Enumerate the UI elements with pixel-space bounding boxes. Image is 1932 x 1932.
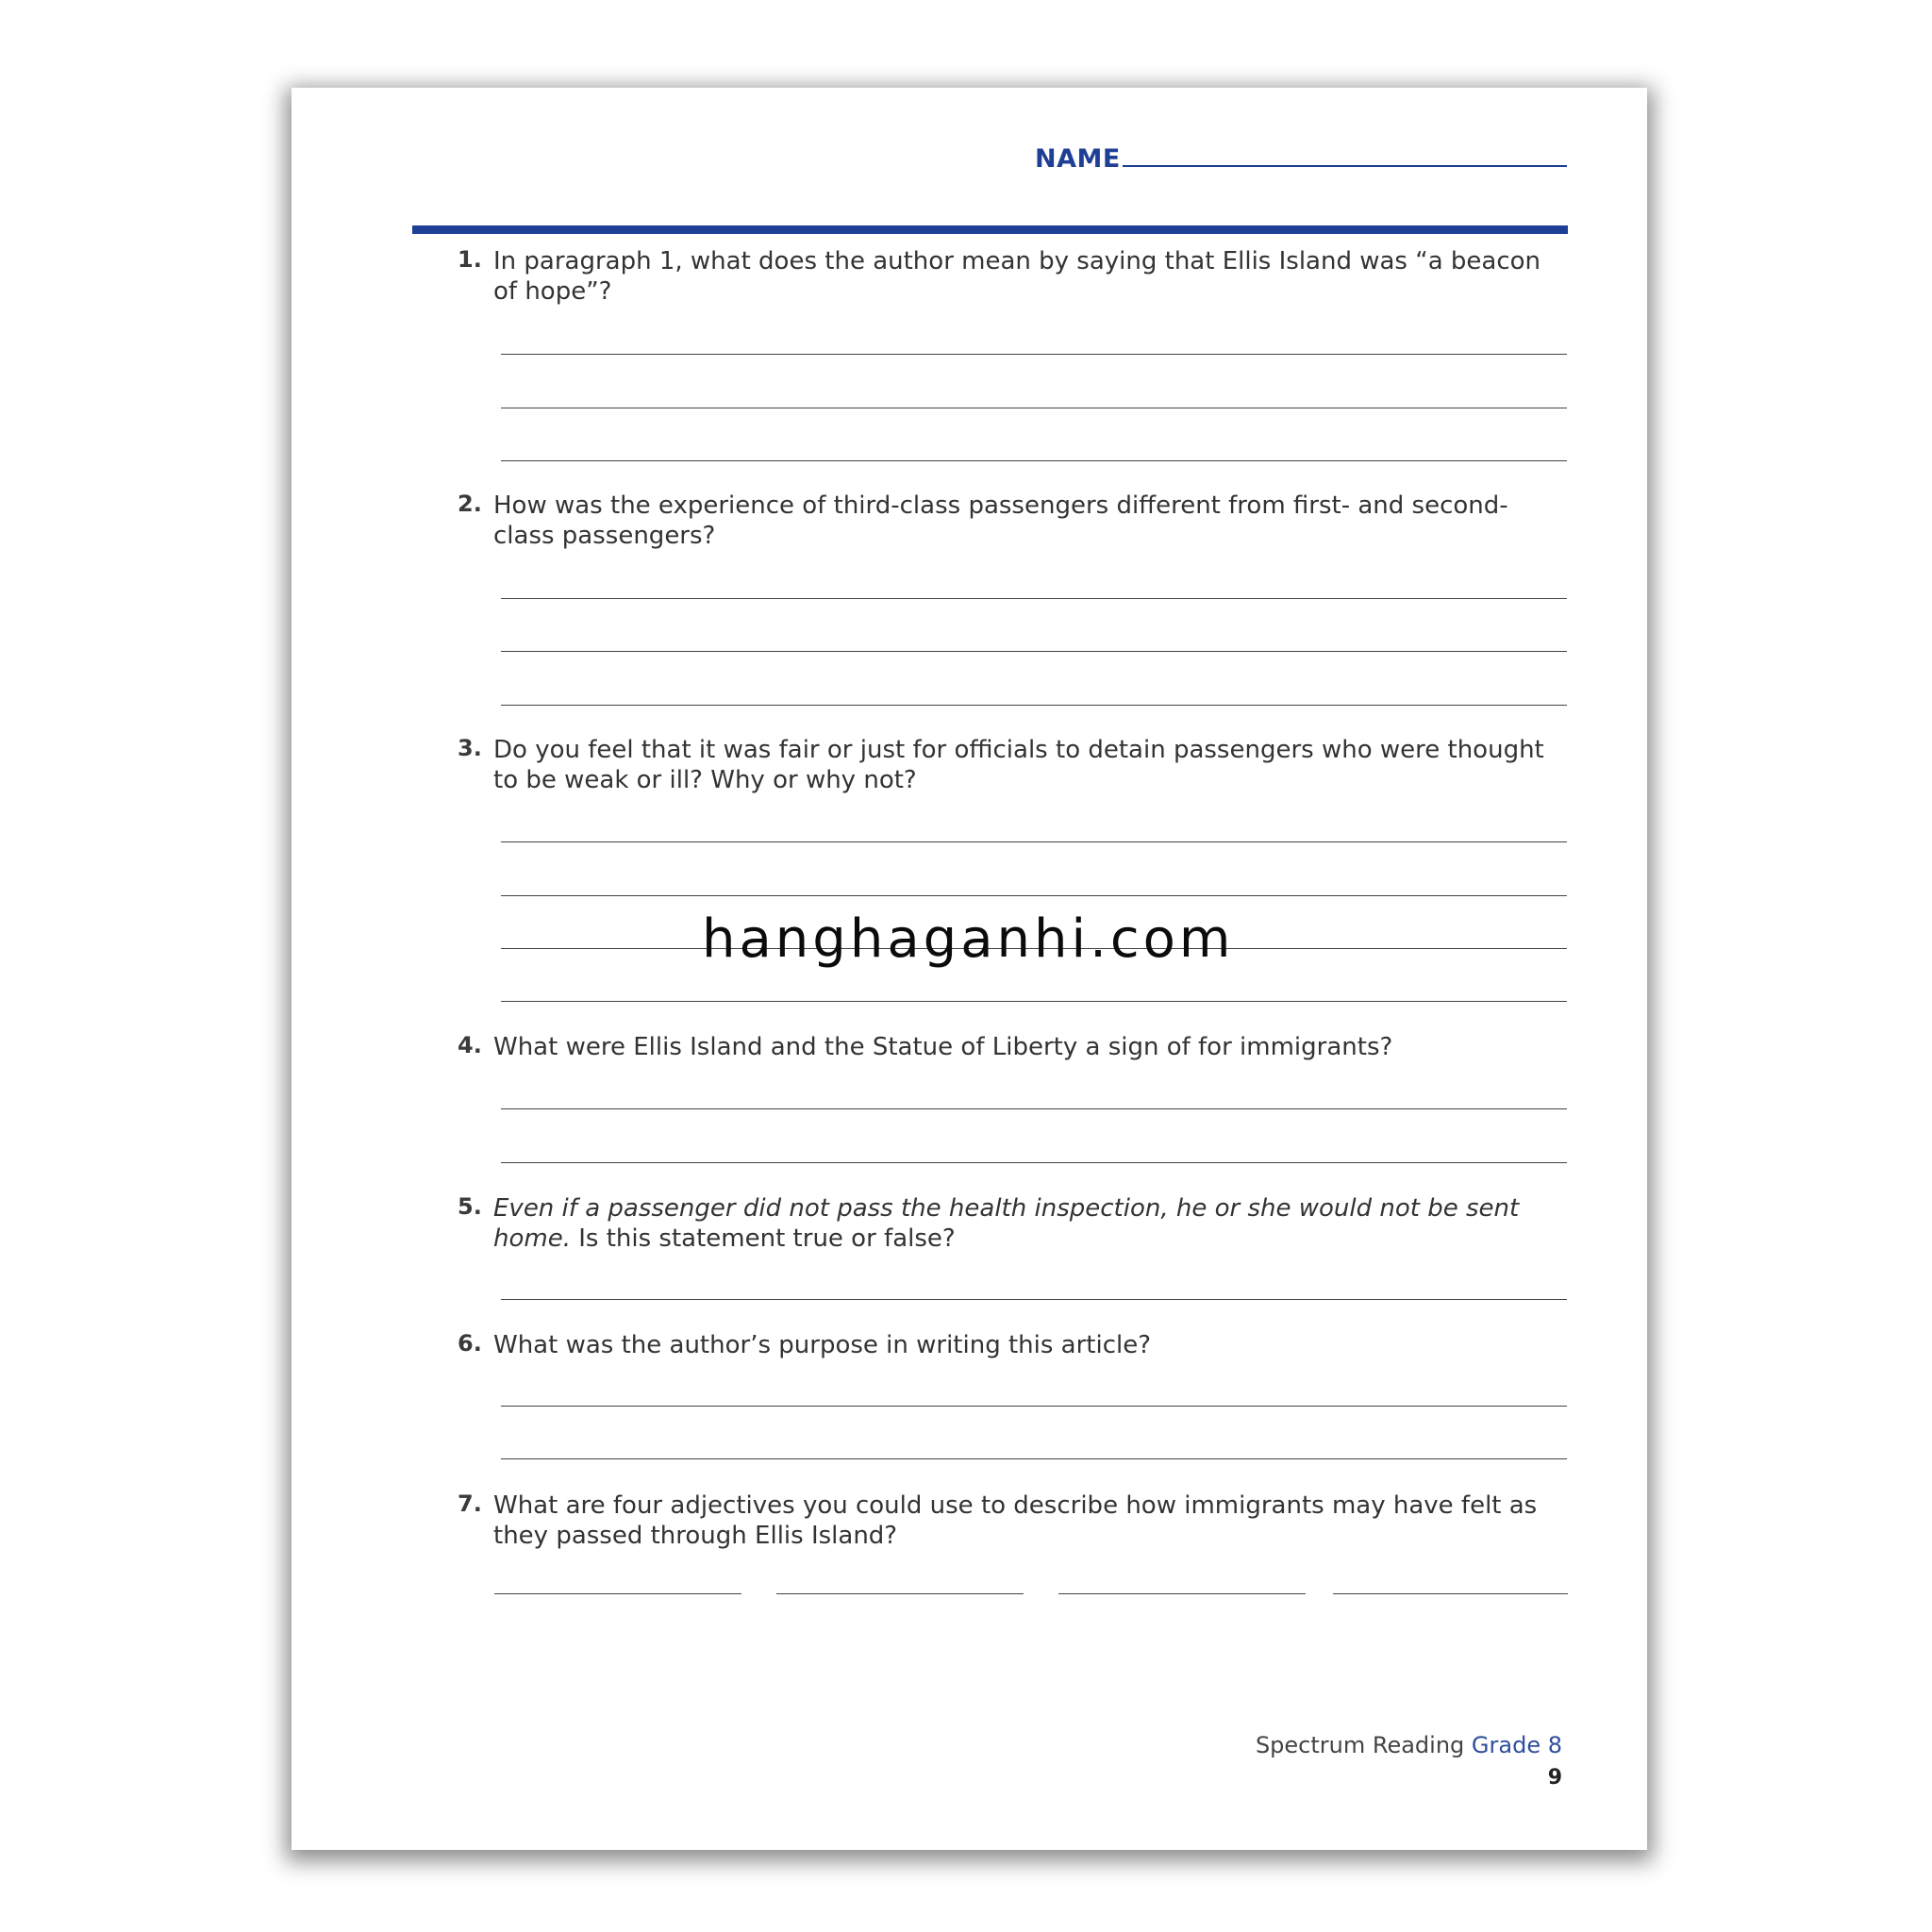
question-number: 1. — [458, 246, 482, 273]
answer-line[interactable] — [501, 1001, 1567, 1002]
question-number: 2. — [458, 491, 482, 517]
answer-line[interactable] — [501, 354, 1567, 355]
question-italic-text: Even if a passenger did not pass the health inspection, he or she would not be sent home. — [493, 1194, 1520, 1253]
header-rule — [412, 225, 1568, 234]
answer-line[interactable] — [501, 598, 1567, 599]
question-text: What were Ellis Island and the Statue of Liberty a sign of for immigrants? — [493, 1033, 1393, 1061]
question-number: 7. — [458, 1491, 482, 1517]
answer-line[interactable] — [501, 1299, 1567, 1300]
question-number: 3. — [458, 735, 482, 761]
name-label: NAME — [1035, 144, 1121, 174]
adjective-line-1[interactable] — [494, 1593, 741, 1594]
answer-line[interactable] — [501, 1108, 1567, 1109]
brand-name: Spectrum Reading — [1255, 1732, 1465, 1758]
answer-line[interactable] — [501, 705, 1567, 706]
adjective-line-3[interactable] — [1058, 1593, 1306, 1594]
question-text: What was the author’s purpose in writing this article? — [493, 1331, 1152, 1359]
question-text: How was the experience of third-class passengers different from first- and second-class passengers? — [493, 491, 1508, 550]
answer-line[interactable] — [501, 841, 1567, 842]
name-line[interactable] — [1123, 165, 1567, 167]
adjective-line-2[interactable] — [776, 1593, 1024, 1594]
answer-line[interactable] — [501, 895, 1567, 896]
adjective-line-4[interactable] — [1333, 1593, 1568, 1594]
watermark-text: hanghaganhi.com — [702, 908, 1235, 970]
footer-brand — [1256, 1732, 1562, 1758]
question-text: What are four adjectives you could use to describe how immigrants may have felt as they passed through Ellis Island? — [493, 1491, 1538, 1550]
page-number: 9 — [1547, 1766, 1562, 1790]
question-text: Do you feel that it was fair or just for officials to detain passengers who were thought to be weak or ill? Why or why not? — [493, 736, 1544, 794]
answer-line[interactable] — [501, 651, 1567, 652]
question-number: 4. — [458, 1032, 482, 1058]
answer-line[interactable] — [501, 1162, 1567, 1163]
answer-line[interactable] — [501, 460, 1567, 461]
answer-line[interactable] — [501, 1406, 1567, 1407]
question-text: In paragraph 1, what does the author mean by saying that Ellis Island was “a beacon of hope”? — [493, 247, 1541, 306]
question-number: 6. — [458, 1330, 482, 1357]
grade-label: Grade 8 — [1471, 1732, 1562, 1758]
question-text — [493, 1193, 1559, 1254]
question-number: 5. — [458, 1193, 482, 1220]
answer-line[interactable] — [501, 1458, 1567, 1459]
question-plain-text: Is this statement true or false? — [570, 1224, 956, 1253]
